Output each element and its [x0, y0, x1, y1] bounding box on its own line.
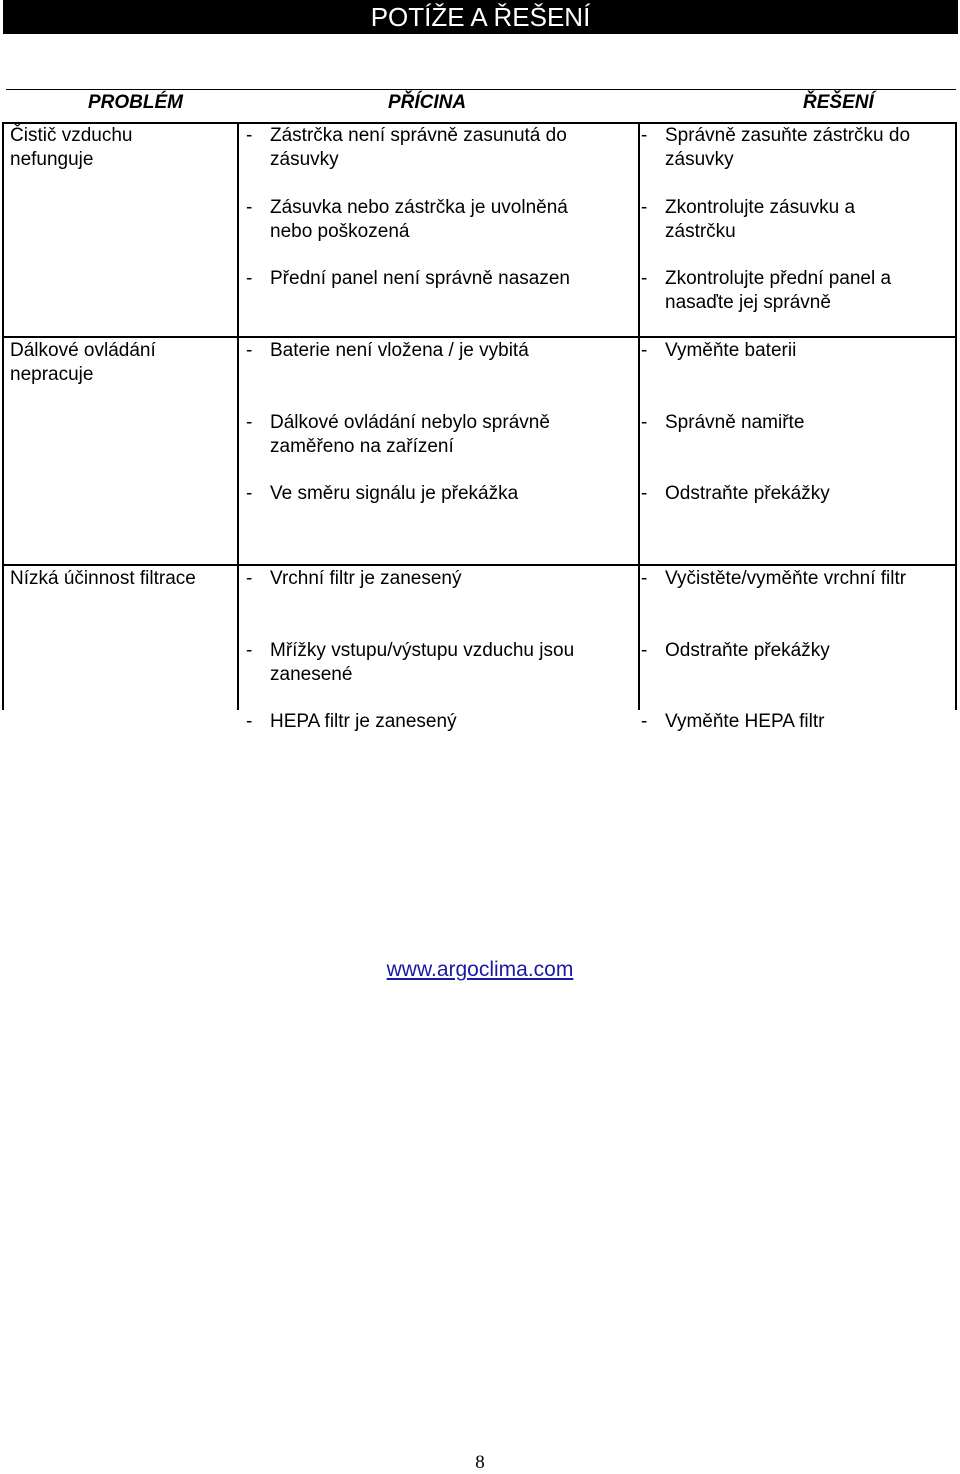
solution-line: Vyměňte HEPA filtr: [665, 711, 825, 732]
solution-text: [665, 124, 910, 172]
solution-line: Zkontrolujte přední panel a: [665, 268, 892, 289]
solution-text: [665, 710, 824, 734]
header-solution: ŘEŠENÍ: [803, 92, 874, 113]
table-border-left: [2, 122, 4, 710]
bullet-dash: -: [246, 125, 253, 146]
bullet-dash: -: [246, 197, 253, 218]
bullet-dash: -: [246, 711, 253, 732]
cause-line: zaměřeno na zařízení: [270, 436, 454, 457]
page-number: 8: [475, 1452, 485, 1473]
bullet-dash: -: [641, 197, 648, 218]
header-cause: PŘÍCINA: [388, 92, 467, 113]
bullet-dash: -: [641, 711, 648, 732]
solution-text: [665, 567, 906, 591]
problem-line: nefunguje: [10, 149, 94, 170]
row-divider: [2, 336, 957, 338]
header-problem: PROBLÉM: [88, 92, 183, 113]
cause-line: Mřížky vstupu/výstupu vzduchu jsou: [270, 640, 575, 661]
solution-line: Vyměňte baterii: [665, 340, 797, 361]
problem-line: Nízká účinnost filtrace: [10, 568, 196, 589]
cause-text: [270, 411, 550, 459]
cause-line: Baterie není vložena / je vybitá: [270, 340, 529, 361]
cause-text: [270, 196, 568, 244]
table-divider-solution: [638, 122, 640, 710]
bullet-dash: -: [246, 340, 253, 361]
solution-text: [665, 482, 830, 506]
solution-line: Vyčistěte/vyměňte vrchní filtr: [665, 568, 907, 589]
solution-text: [665, 196, 855, 244]
solution-line: Správně namiřte: [665, 412, 805, 433]
bullet-dash: -: [641, 340, 648, 361]
cause-text: [270, 482, 518, 506]
bullet-dash: -: [641, 640, 648, 661]
page-title: POTÍŽE A ŘEŠENÍ: [3, 0, 958, 34]
bullet-dash: -: [246, 268, 253, 289]
problem-cell: [10, 124, 133, 172]
cause-line: zásuvky: [270, 149, 339, 170]
problem-line: nepracuje: [10, 364, 94, 385]
bullet-dash: -: [246, 483, 253, 504]
cause-line: zanesené: [270, 664, 353, 685]
bullet-dash: -: [246, 640, 253, 661]
cause-text: [270, 267, 570, 291]
cause-text: [270, 710, 457, 734]
cause-line: Ve směru signálu je překážka: [270, 483, 519, 504]
solution-text: [665, 639, 830, 663]
problem-line: Čistič vzduchu: [10, 125, 133, 146]
solution-text: [665, 411, 804, 435]
cause-line: Vrchní filtr je zanesený: [270, 568, 462, 589]
cause-text: [270, 124, 567, 172]
solution-line: zásuvky: [665, 149, 734, 170]
header-divider: [6, 89, 956, 90]
cause-line: Zástrčka není správně zasunutá do: [270, 125, 567, 146]
cause-line: Zásuvka nebo zástrčka je uvolněná: [270, 197, 568, 218]
cause-line: Přední panel není správně nasazen: [270, 268, 570, 289]
cause-text: [270, 639, 574, 687]
problem-cell: [10, 339, 156, 387]
cause-line: nebo poškozená: [270, 221, 410, 242]
problem-cell: [10, 567, 196, 591]
table-border-right: [955, 122, 957, 710]
bullet-dash: -: [641, 125, 648, 146]
row-divider: [2, 564, 957, 566]
bullet-dash: -: [246, 568, 253, 589]
solution-line: Odstraňte překážky: [665, 483, 830, 504]
solution-text: [665, 267, 891, 315]
solution-line: Zkontrolujte zásuvku a: [665, 197, 856, 218]
cause-line: HEPA filtr je zanesený: [270, 711, 457, 732]
cause-text: [270, 339, 529, 363]
solution-line: zástrčku: [665, 221, 736, 242]
solution-line: Odstraňte překážky: [665, 640, 830, 661]
cause-text: [270, 567, 462, 591]
problem-line: Dálkové ovládání: [10, 340, 156, 361]
solution-text: [665, 339, 796, 363]
bullet-dash: -: [246, 412, 253, 433]
bullet-dash: -: [641, 483, 648, 504]
bullet-dash: -: [641, 268, 648, 289]
website-link[interactable]: www.argoclima.com: [386, 958, 574, 981]
cause-line: Dálkové ovládání nebylo správně: [270, 412, 550, 433]
solution-line: Správně zasuňte zástrčku do: [665, 125, 911, 146]
solution-line: nasaďte jej správně: [665, 292, 831, 313]
bullet-dash: -: [641, 412, 648, 433]
table-divider-cause: [237, 122, 239, 710]
bullet-dash: -: [641, 568, 648, 589]
